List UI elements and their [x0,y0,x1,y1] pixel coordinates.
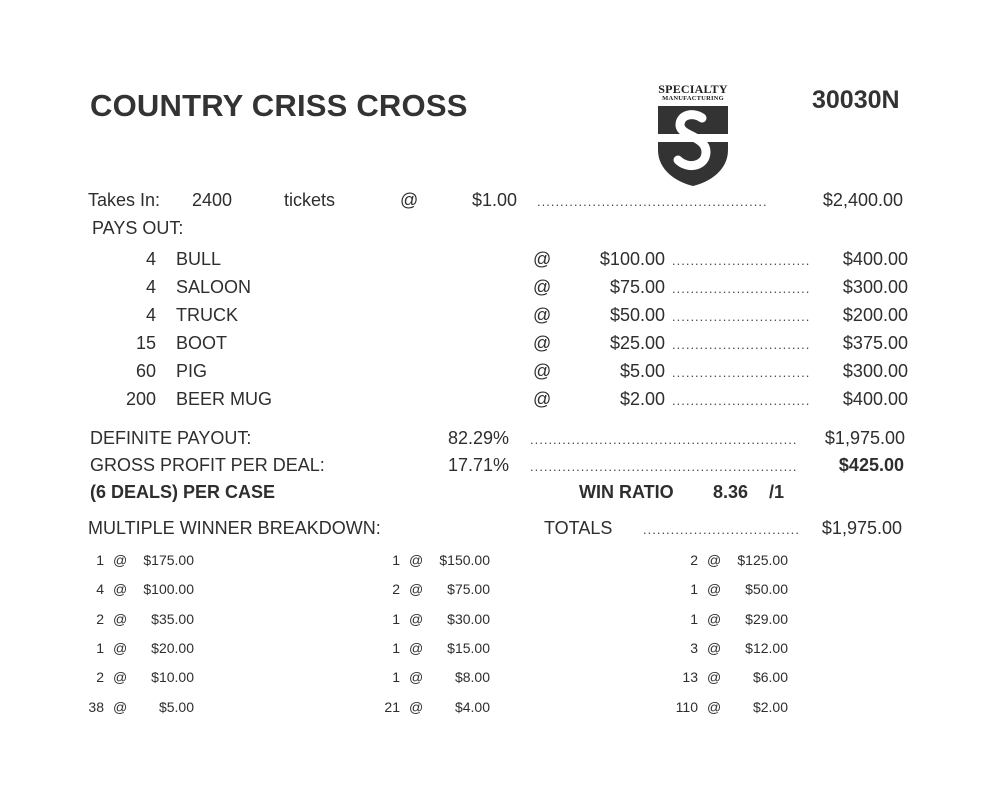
breakdown-count: 2 [96,669,104,685]
breakdown-amount: $10.00 [151,669,194,685]
totals-label: TOTALS [544,518,613,538]
pays-out-at: @ [533,277,552,297]
breakdown-amount: $15.00 [447,640,490,656]
pays-out-name: BOOT [176,333,228,353]
pays-out-at: @ [533,249,552,269]
breakdown-count: 3 [690,640,698,656]
breakdown-label: MULTIPLE WINNER BREAKDOWN: [88,518,381,538]
takes-in-label: Takes In: [88,190,161,210]
pays-out-at: @ [533,361,552,381]
pays-out-price: $2.00 [619,389,665,409]
breakdown-count: 1 [96,552,104,568]
pays-out-total: $300.00 [842,277,908,297]
pays-out-qty: 15 [135,333,156,353]
takes-in-total: $2,400.00 [822,190,903,210]
breakdown-at: @ [409,669,424,685]
gross-profit-leader-dots: .......................................................... [530,459,798,474]
pays-out-leader-dots: .............................. [672,281,811,296]
pays-out-total: $400.00 [842,389,908,409]
deals-per-case: (6 DEALS) PER CASE [90,482,276,502]
breakdown-at: @ [113,640,128,656]
pays-out-price: $100.00 [599,249,665,269]
breakdown-count: 2 [96,611,104,627]
breakdown-amount: $5.00 [158,699,194,715]
breakdown-at: @ [707,640,722,656]
breakdown-at: @ [113,611,128,627]
pays-out-leader-dots: .............................. [672,253,811,268]
pays-out-name: PIG [176,361,208,381]
breakdown-at: @ [113,699,128,715]
form-number: 30030N [812,86,900,114]
pays-out-total: $375.00 [842,333,908,353]
breakdown-amount: $8.00 [454,669,490,685]
breakdown-count: 4 [96,581,104,597]
breakdown-count: 13 [682,669,698,685]
breakdown-count: 21 [384,699,400,715]
pays-out-price: $25.00 [609,333,665,353]
breakdown-amount: $35.00 [151,611,194,627]
takes-in-tickets: 2400 [192,190,233,210]
breakdown-at: @ [707,552,722,568]
pays-out-name: SALOON [176,277,252,297]
win-ratio-suffix: /1 [769,482,785,502]
breakdown-count: 1 [392,611,400,627]
breakdown-count: 1 [392,669,400,685]
pays-out-leader-dots: .............................. [672,309,811,324]
breakdown-at: @ [409,611,424,627]
breakdown-at: @ [707,699,722,715]
breakdown-at: @ [409,699,424,715]
breakdown-amount: $2.00 [752,699,788,715]
pays-out-leader-dots: .............................. [672,337,811,352]
breakdown-at: @ [113,581,128,597]
pays-out-qty: 4 [145,305,156,325]
definite-payout-total: $1,975.00 [824,428,905,448]
breakdown-amount: $20.00 [151,640,194,656]
definite-payout-pct: 82.29% [448,428,510,448]
gross-profit-total: $425.00 [838,455,904,475]
breakdown-at: @ [113,669,128,685]
breakdown-count: 2 [392,581,400,597]
pays-out-name: TRUCK [176,305,238,325]
gross-profit-pct: 17.71% [448,455,510,475]
breakdown-amount: $4.00 [454,699,490,715]
pays-out-qty: 4 [145,249,156,269]
takes-in-tickets-word: tickets [284,190,336,210]
definite-payout-label: DEFINITE PAYOUT: [90,428,252,448]
logo-text-specialty: SPECIALTY [658,82,728,96]
breakdown-at: @ [113,552,128,568]
win-ratio-value: 8.36 [713,482,749,502]
pays-out-at: @ [533,333,552,353]
pays-out-qty: 4 [145,277,156,297]
definite-payout-leader-dots: .......................................................... [530,432,798,447]
breakdown-at: @ [409,581,424,597]
pays-out-qty: 60 [135,361,156,381]
pays-out-leader-dots: .............................. [672,393,811,408]
breakdown-count: 38 [88,699,104,715]
breakdown-amount: $6.00 [752,669,788,685]
breakdown-amount: $125.00 [737,552,788,568]
pays-out-total: $400.00 [842,249,908,269]
breakdown-amount: $75.00 [447,581,490,597]
pays-out-price: $50.00 [609,305,665,325]
breakdown-amount: $12.00 [745,640,788,656]
page-title: COUNTRY CRISS CROSS [90,88,468,123]
shield-icon [656,106,730,186]
pays-out-leader-dots: .............................. [672,365,811,380]
takes-in-leader-dots: .................................................. [537,194,768,209]
breakdown-count: 1 [392,640,400,656]
takes-in-price: $1.00 [472,190,518,210]
pays-out-price: $75.00 [609,277,665,297]
breakdown-at: @ [707,611,722,627]
breakdown-count: 2 [690,552,698,568]
breakdown-amount: $29.00 [745,611,788,627]
breakdown-at: @ [707,669,722,685]
pays-out-label: PAYS OUT: [92,218,184,238]
breakdown-count: 1 [690,581,698,597]
breakdown-at: @ [409,552,424,568]
gross-profit-label: GROSS PROFIT PER DEAL: [90,455,325,475]
breakdown-count: 1 [690,611,698,627]
logo-text-manufacturing: MANUFACTURING [662,95,724,102]
breakdown-amount: $30.00 [447,611,490,627]
breakdown-amount: $100.00 [143,581,194,597]
pays-out-name: BEER MUG [176,389,273,409]
pays-out-at: @ [533,389,552,409]
pays-out-qty: 200 [125,389,156,409]
breakdown-amount: $50.00 [745,581,788,597]
totals-leader-dots: .................................. [643,522,800,537]
pays-out-total: $300.00 [842,361,908,381]
breakdown-count: 1 [96,640,104,656]
totals-value: $1,975.00 [821,518,902,538]
breakdown-count: 1 [392,552,400,568]
pays-out-price: $5.00 [619,361,665,381]
breakdown-amount: $150.00 [439,552,490,568]
breakdown-at: @ [707,581,722,597]
pays-out-name: BULL [176,249,222,269]
breakdown-count: 110 [675,699,698,715]
pays-out-total: $200.00 [842,305,908,325]
breakdown-amount: $175.00 [143,552,194,568]
win-ratio-label: WIN RATIO [579,482,674,502]
pays-out-at: @ [533,305,552,325]
breakdown-at: @ [409,640,424,656]
specialty-logo [650,82,736,186]
takes-in-at: @ [400,190,419,210]
